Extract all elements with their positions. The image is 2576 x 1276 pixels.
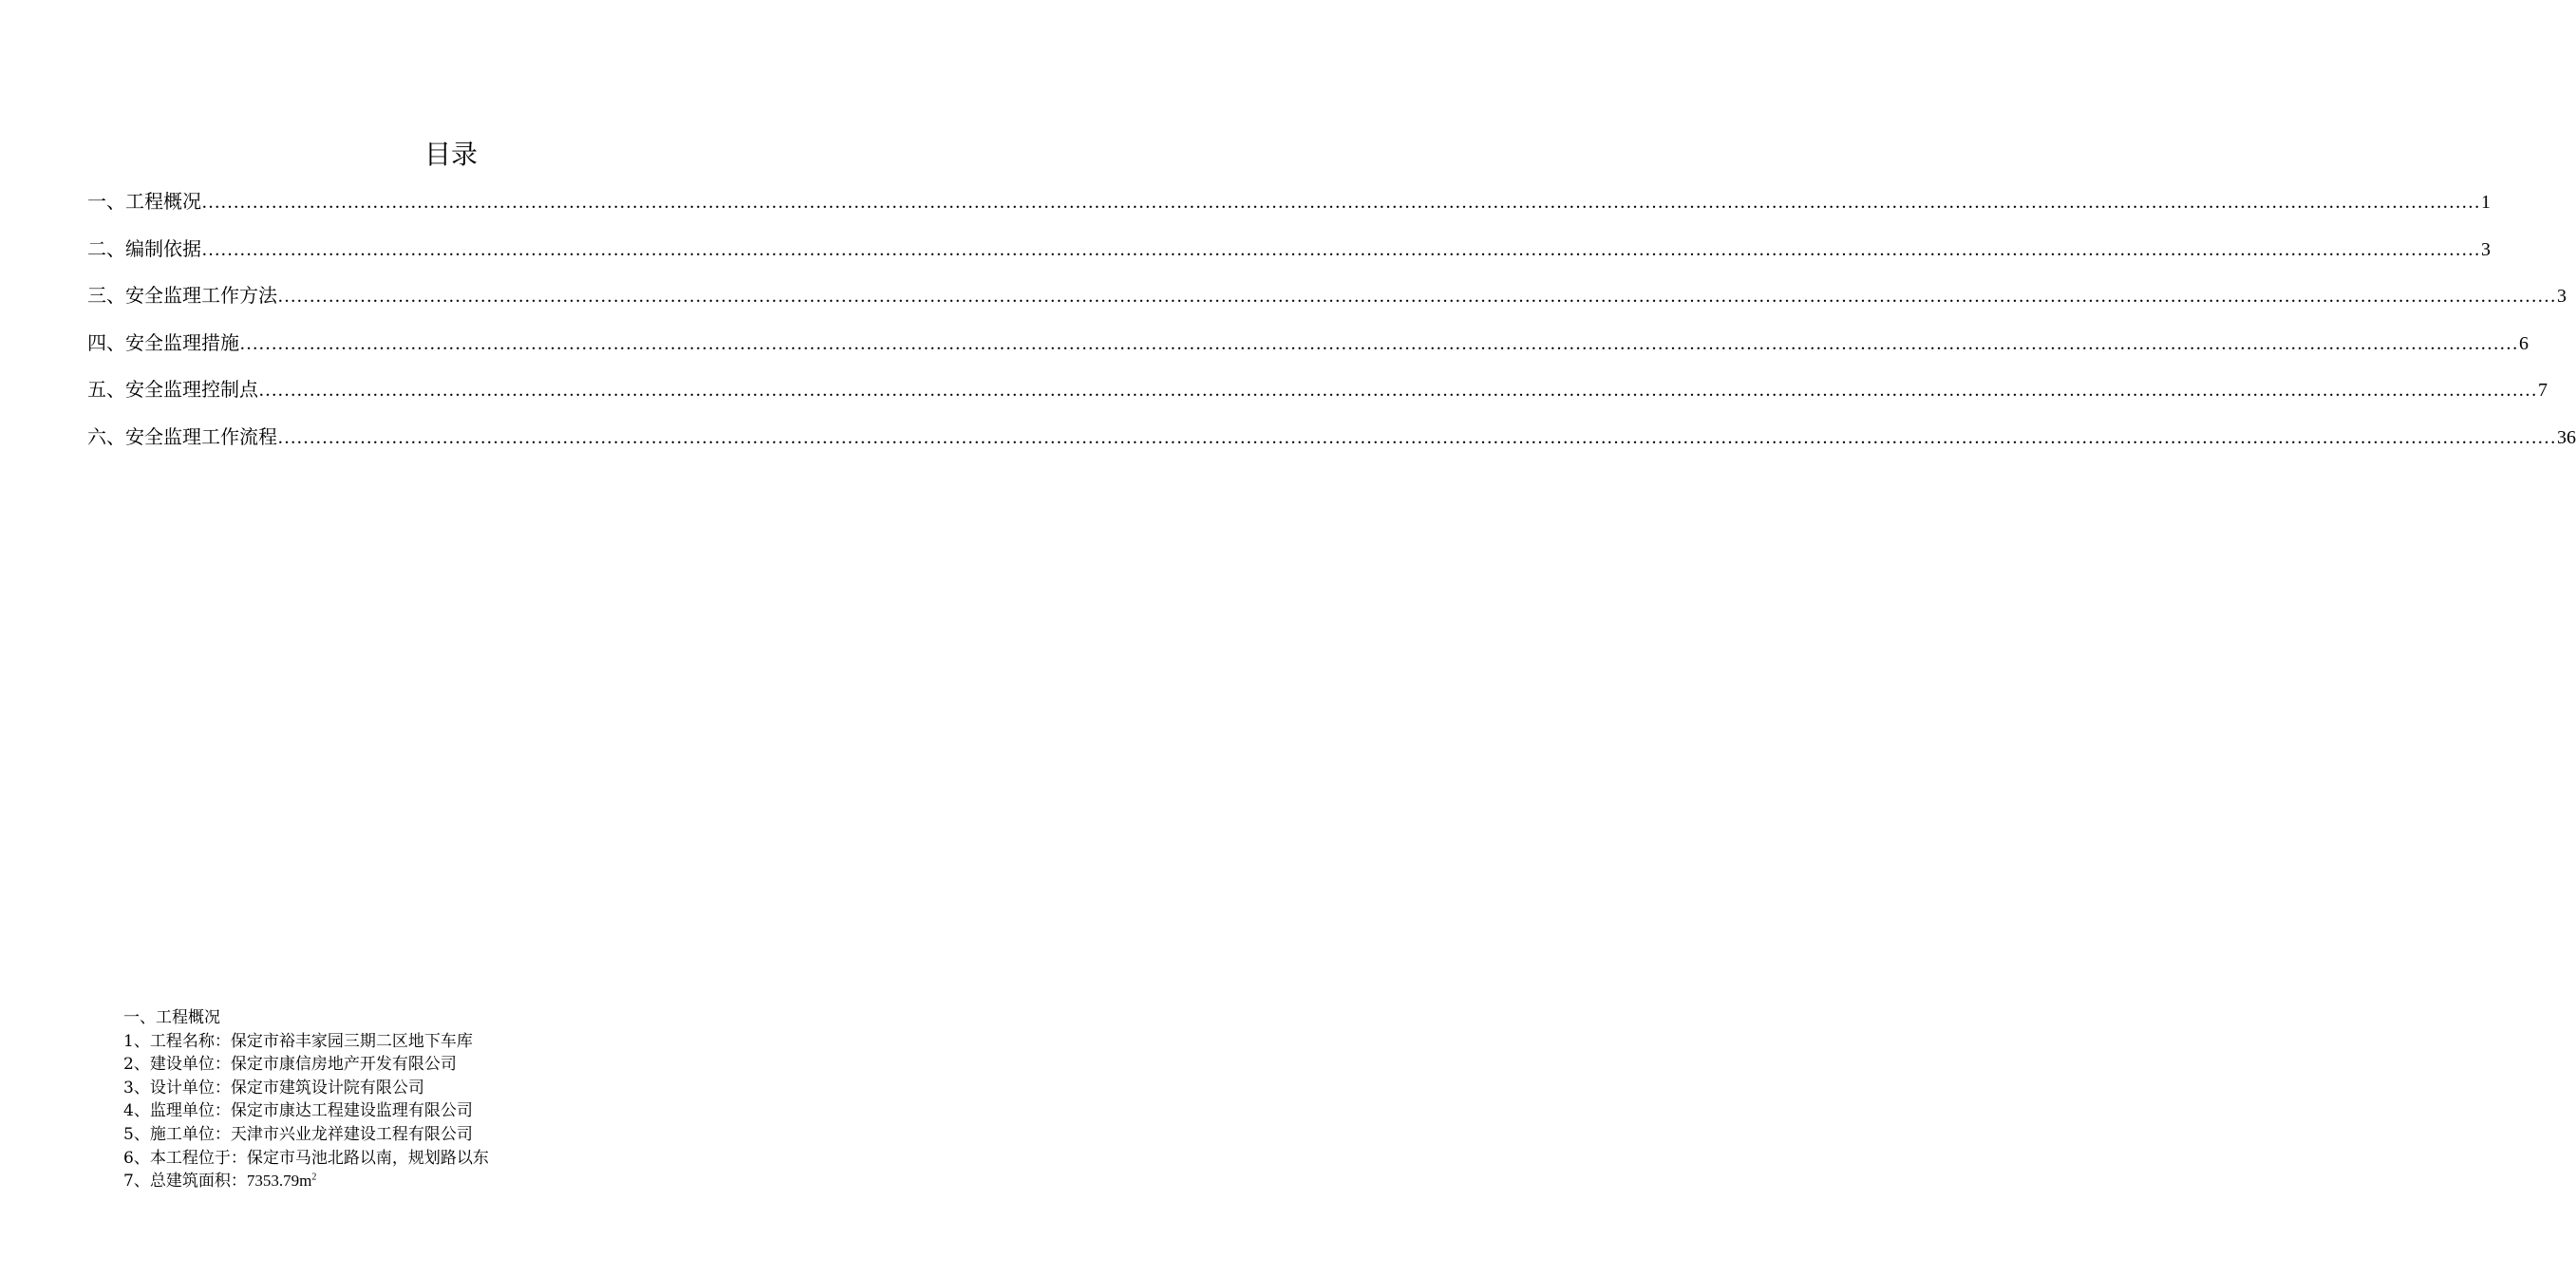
toc-entry[interactable] bbox=[87, 374, 2548, 422]
toc-entry[interactable] bbox=[87, 234, 2491, 281]
toc-entry-label: 五、安全监理控制点 bbox=[87, 378, 258, 402]
overview-item-area bbox=[123, 1170, 489, 1193]
area-label: 7、总建筑面积： bbox=[123, 1172, 247, 1192]
toc-entry-page: 36 bbox=[2557, 426, 2576, 448]
overview-item-project-name: 1、工程名称：保定市裕丰家园三期二区地下车库 bbox=[123, 1031, 473, 1051]
toc-leader-dots: ……………………………………………………………………………………………………………………………………………………………………………………………………………………………………………………………………………………………………………………………… bbox=[277, 286, 2556, 308]
toc-entry-page: 6 bbox=[2519, 332, 2529, 354]
toc-title: 目录 bbox=[423, 139, 478, 170]
section-heading: 一、工程概况 bbox=[123, 1008, 220, 1027]
toc-leader-dots: ……………………………………………………………………………………………………………………………………………………………………………………………………………………………………………………………………………………………………………………………… bbox=[239, 332, 2518, 354]
toc-leader-dots: ……………………………………………………………………………………………………………………………………………………………………………………………………………………………………………………………………………………………………………………………… bbox=[258, 380, 2537, 402]
toc-entry[interactable] bbox=[87, 186, 2491, 234]
toc-entry-label: 二、编制依据 bbox=[87, 236, 201, 260]
area-unit: m bbox=[299, 1172, 312, 1191]
toc-leader-dots: ……………………………………………………………………………………………………………………………………………………………………………………………………………………………………………………………………………………………………………………………… bbox=[201, 238, 2480, 260]
toc-entry-label: 一、工程概况 bbox=[87, 190, 201, 213]
area-value: 7353.79 bbox=[246, 1172, 300, 1191]
project-overview bbox=[123, 1006, 489, 1193]
overview-item-contractor: 5、施工单位：天津市兴业龙祥建设工程有限公司 bbox=[123, 1124, 473, 1144]
overview-item-owner: 2、建设单位：保定市康信房地产开发有限公司 bbox=[123, 1055, 457, 1075]
toc-entry-page: 1 bbox=[2481, 192, 2491, 213]
toc-entry[interactable] bbox=[87, 328, 2529, 375]
toc-entry[interactable] bbox=[87, 422, 2576, 469]
toc-entry[interactable] bbox=[87, 280, 2567, 328]
overview-item-designer: 3、设计单位：保定市建筑设计院有限公司 bbox=[123, 1078, 424, 1098]
table-of-contents bbox=[87, 186, 2576, 469]
toc-entry-page: 3 bbox=[2481, 238, 2491, 260]
toc-leader-dots: ……………………………………………………………………………………………………………………………………………………………………………………………………………………………………………………………………………………………………………………………… bbox=[277, 426, 2556, 448]
toc-entry-label: 四、安全监理措施 bbox=[87, 330, 239, 354]
toc-leader-dots: ……………………………………………………………………………………………………………………………………………………………………………………………………………………………………………………………………………………………………………………………… bbox=[201, 192, 2480, 213]
toc-entry-label: 三、安全监理工作方法 bbox=[87, 284, 277, 308]
toc-entry-page: 3 bbox=[2557, 286, 2567, 308]
overview-item-location: 6、本工程位于：保定市马池北路以南，规划路以东 bbox=[123, 1148, 489, 1168]
toc-entry-label: 六、安全监理工作流程 bbox=[87, 424, 277, 448]
overview-item-supervisor: 4、监理单位：保定市康达工程建设监理有限公司 bbox=[123, 1101, 473, 1121]
toc-entry-page: 7 bbox=[2538, 380, 2548, 402]
area-unit-superscript: 2 bbox=[311, 1172, 317, 1183]
